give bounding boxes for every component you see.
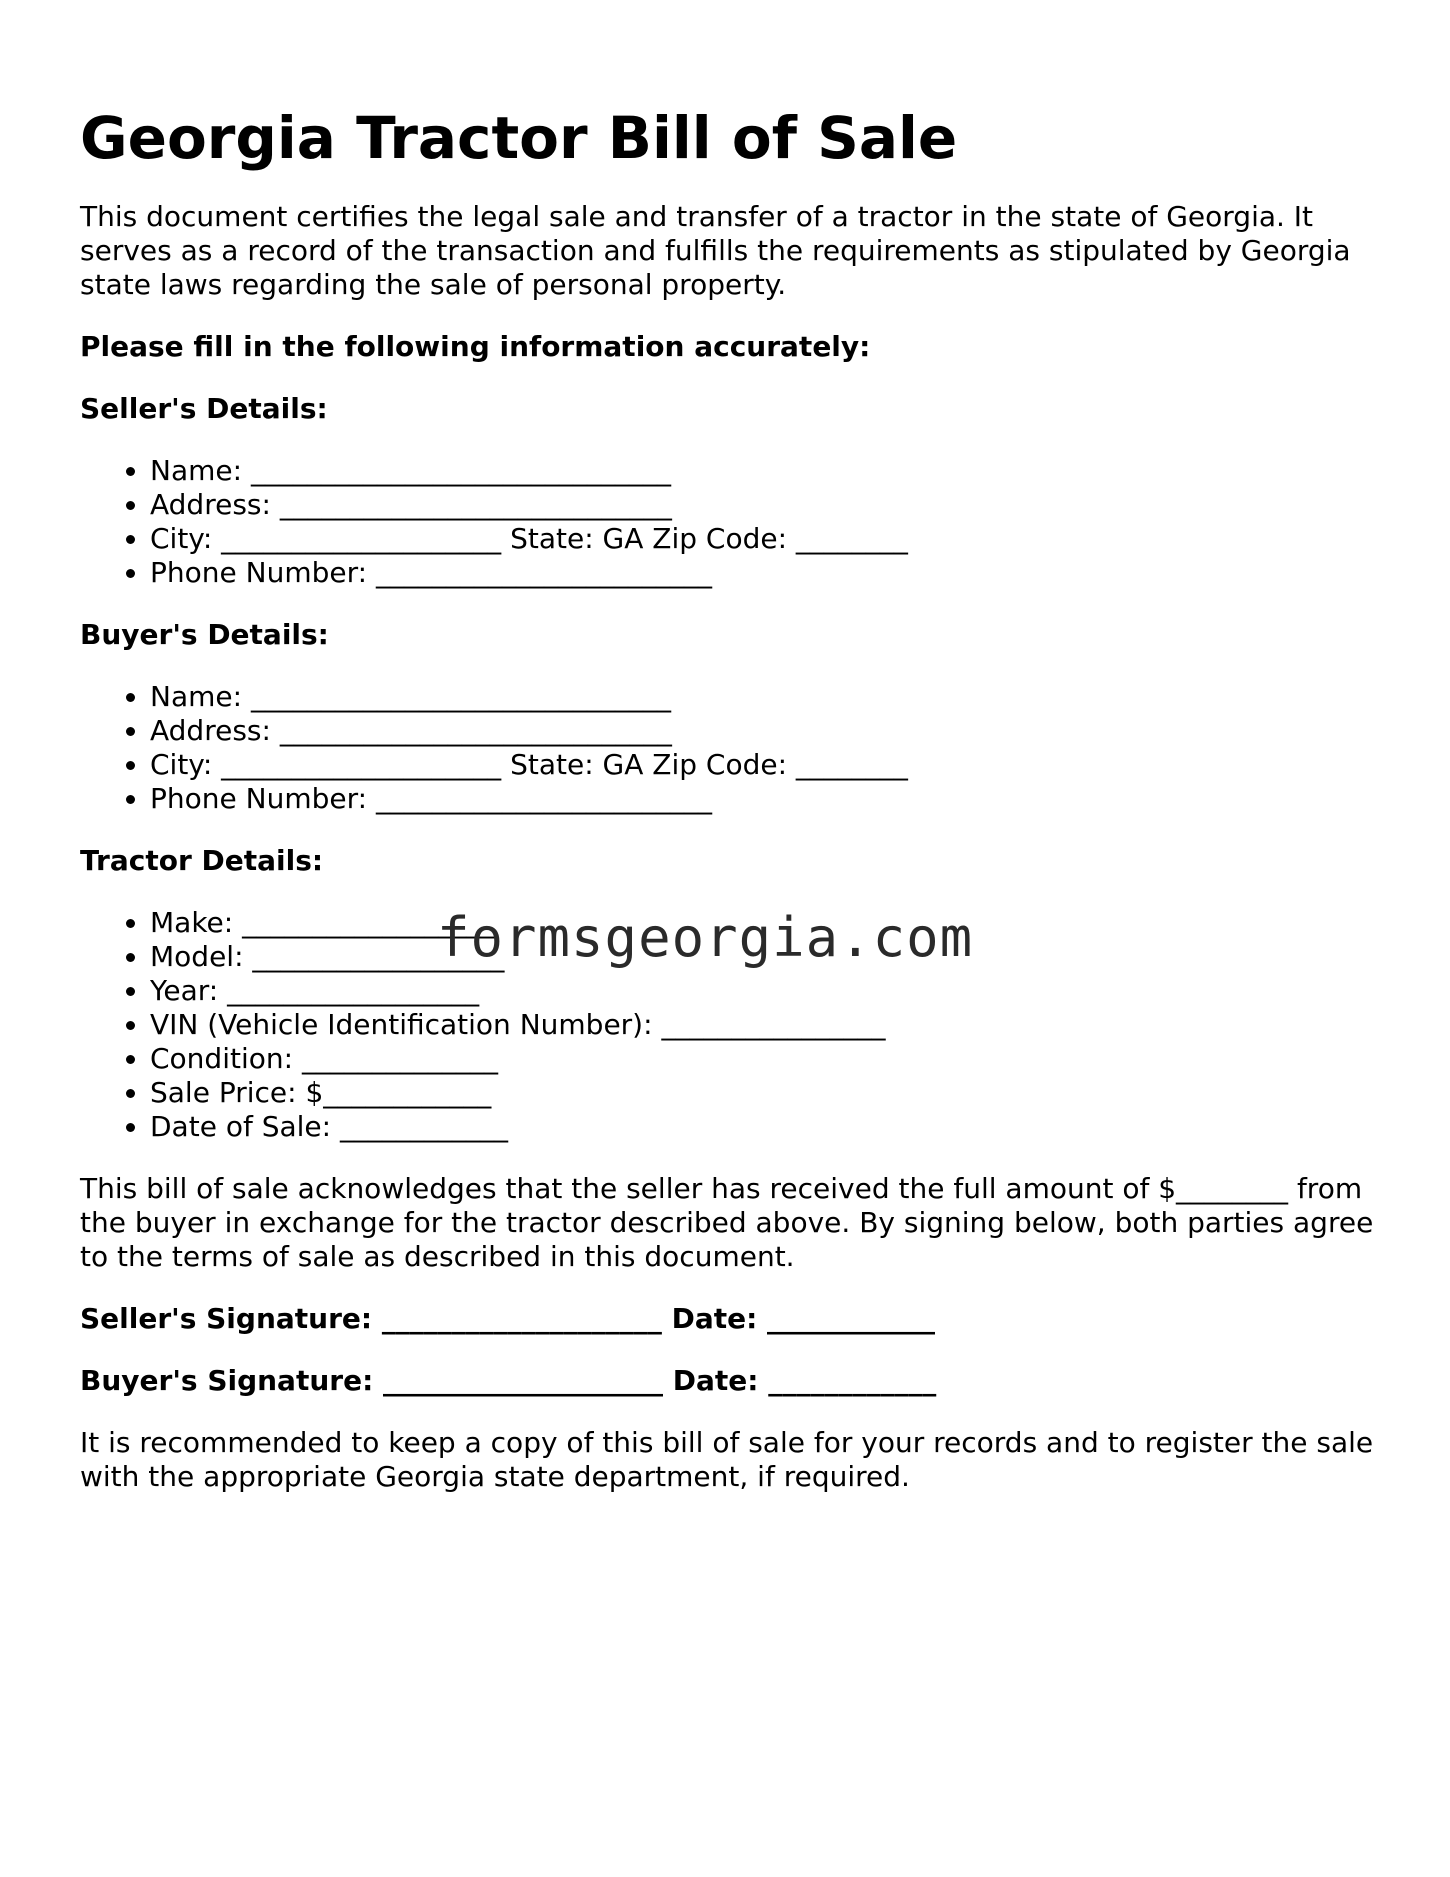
buyer-details-heading: Buyer's Details: (80, 618, 329, 651)
seller-fields-list (80, 454, 1380, 590)
seller-city-state-zip-field: • City: ____________________ State: GA Zip Code: ________ (150, 522, 1380, 556)
intro-paragraph: This document certifies the legal sale and transfer of a tractor in the state of Georgia. It serves as a record of the transaction and fulfills the requirements as stipulated by Georgia state laws regarding the sale of personal property. (80, 200, 1351, 301)
watermark-text: formsgeorgia.com (437, 906, 974, 969)
buyer-name-field: • Name: ______________________________ (150, 680, 1380, 714)
document-title: Georgia Tractor Bill of Sale (80, 104, 958, 172)
buyer-phone-field: • Phone Number: ________________________ (150, 782, 1380, 816)
buyer-city-state-zip-field: • City: ____________________ State: GA Zip Code: ________ (150, 748, 1380, 782)
tractor-year-field: • Year: __________________ (150, 974, 1380, 1008)
document-page (80, 96, 1380, 1522)
tractor-make-field: • Make: __________________ (150, 906, 1380, 940)
tractor-vin-field: • VIN (Vehicle Identification Number): ________________ (150, 1008, 1380, 1042)
tractor-details-heading: Tractor Details: (80, 844, 324, 877)
buyer-signature-line: Buyer's Signature: ____________________ Date: ____________ (80, 1364, 937, 1397)
seller-signature-line: Seller's Signature: ____________________ Date: ____________ (80, 1302, 936, 1335)
seller-details-heading: Seller's Details: (80, 392, 328, 425)
closing-paragraph: It is recommended to keep a copy of this bill of sale for your records and to register the sale with the appropriate Georgia state department, if required. (80, 1426, 1374, 1493)
seller-name-field: • Name: ______________________________ (150, 454, 1380, 488)
buyer-address-field: • Address: ____________________________ (150, 714, 1380, 748)
instruction-line: Please fill in the following information accurately: (80, 330, 871, 363)
tractor-condition-field: • Condition: ______________ (150, 1042, 1380, 1076)
buyer-fields-list (80, 680, 1380, 816)
seller-phone-field: • Phone Number: ________________________ (150, 556, 1380, 590)
seller-address-field: • Address: ____________________________ (150, 488, 1380, 522)
tractor-sale-price-field: • Sale Price: $____________ (150, 1076, 1380, 1110)
tractor-date-of-sale-field: • Date of Sale: ____________ (150, 1110, 1380, 1144)
tractor-model-field: • Model: __________________ (150, 940, 1380, 974)
acknowledgment-paragraph: This bill of sale acknowledges that the seller has received the full amount of $________ from the buyer in exchange for the tractor described above. By signing below, both parties agree to the terms of sale as described in this document. (80, 1172, 1374, 1273)
